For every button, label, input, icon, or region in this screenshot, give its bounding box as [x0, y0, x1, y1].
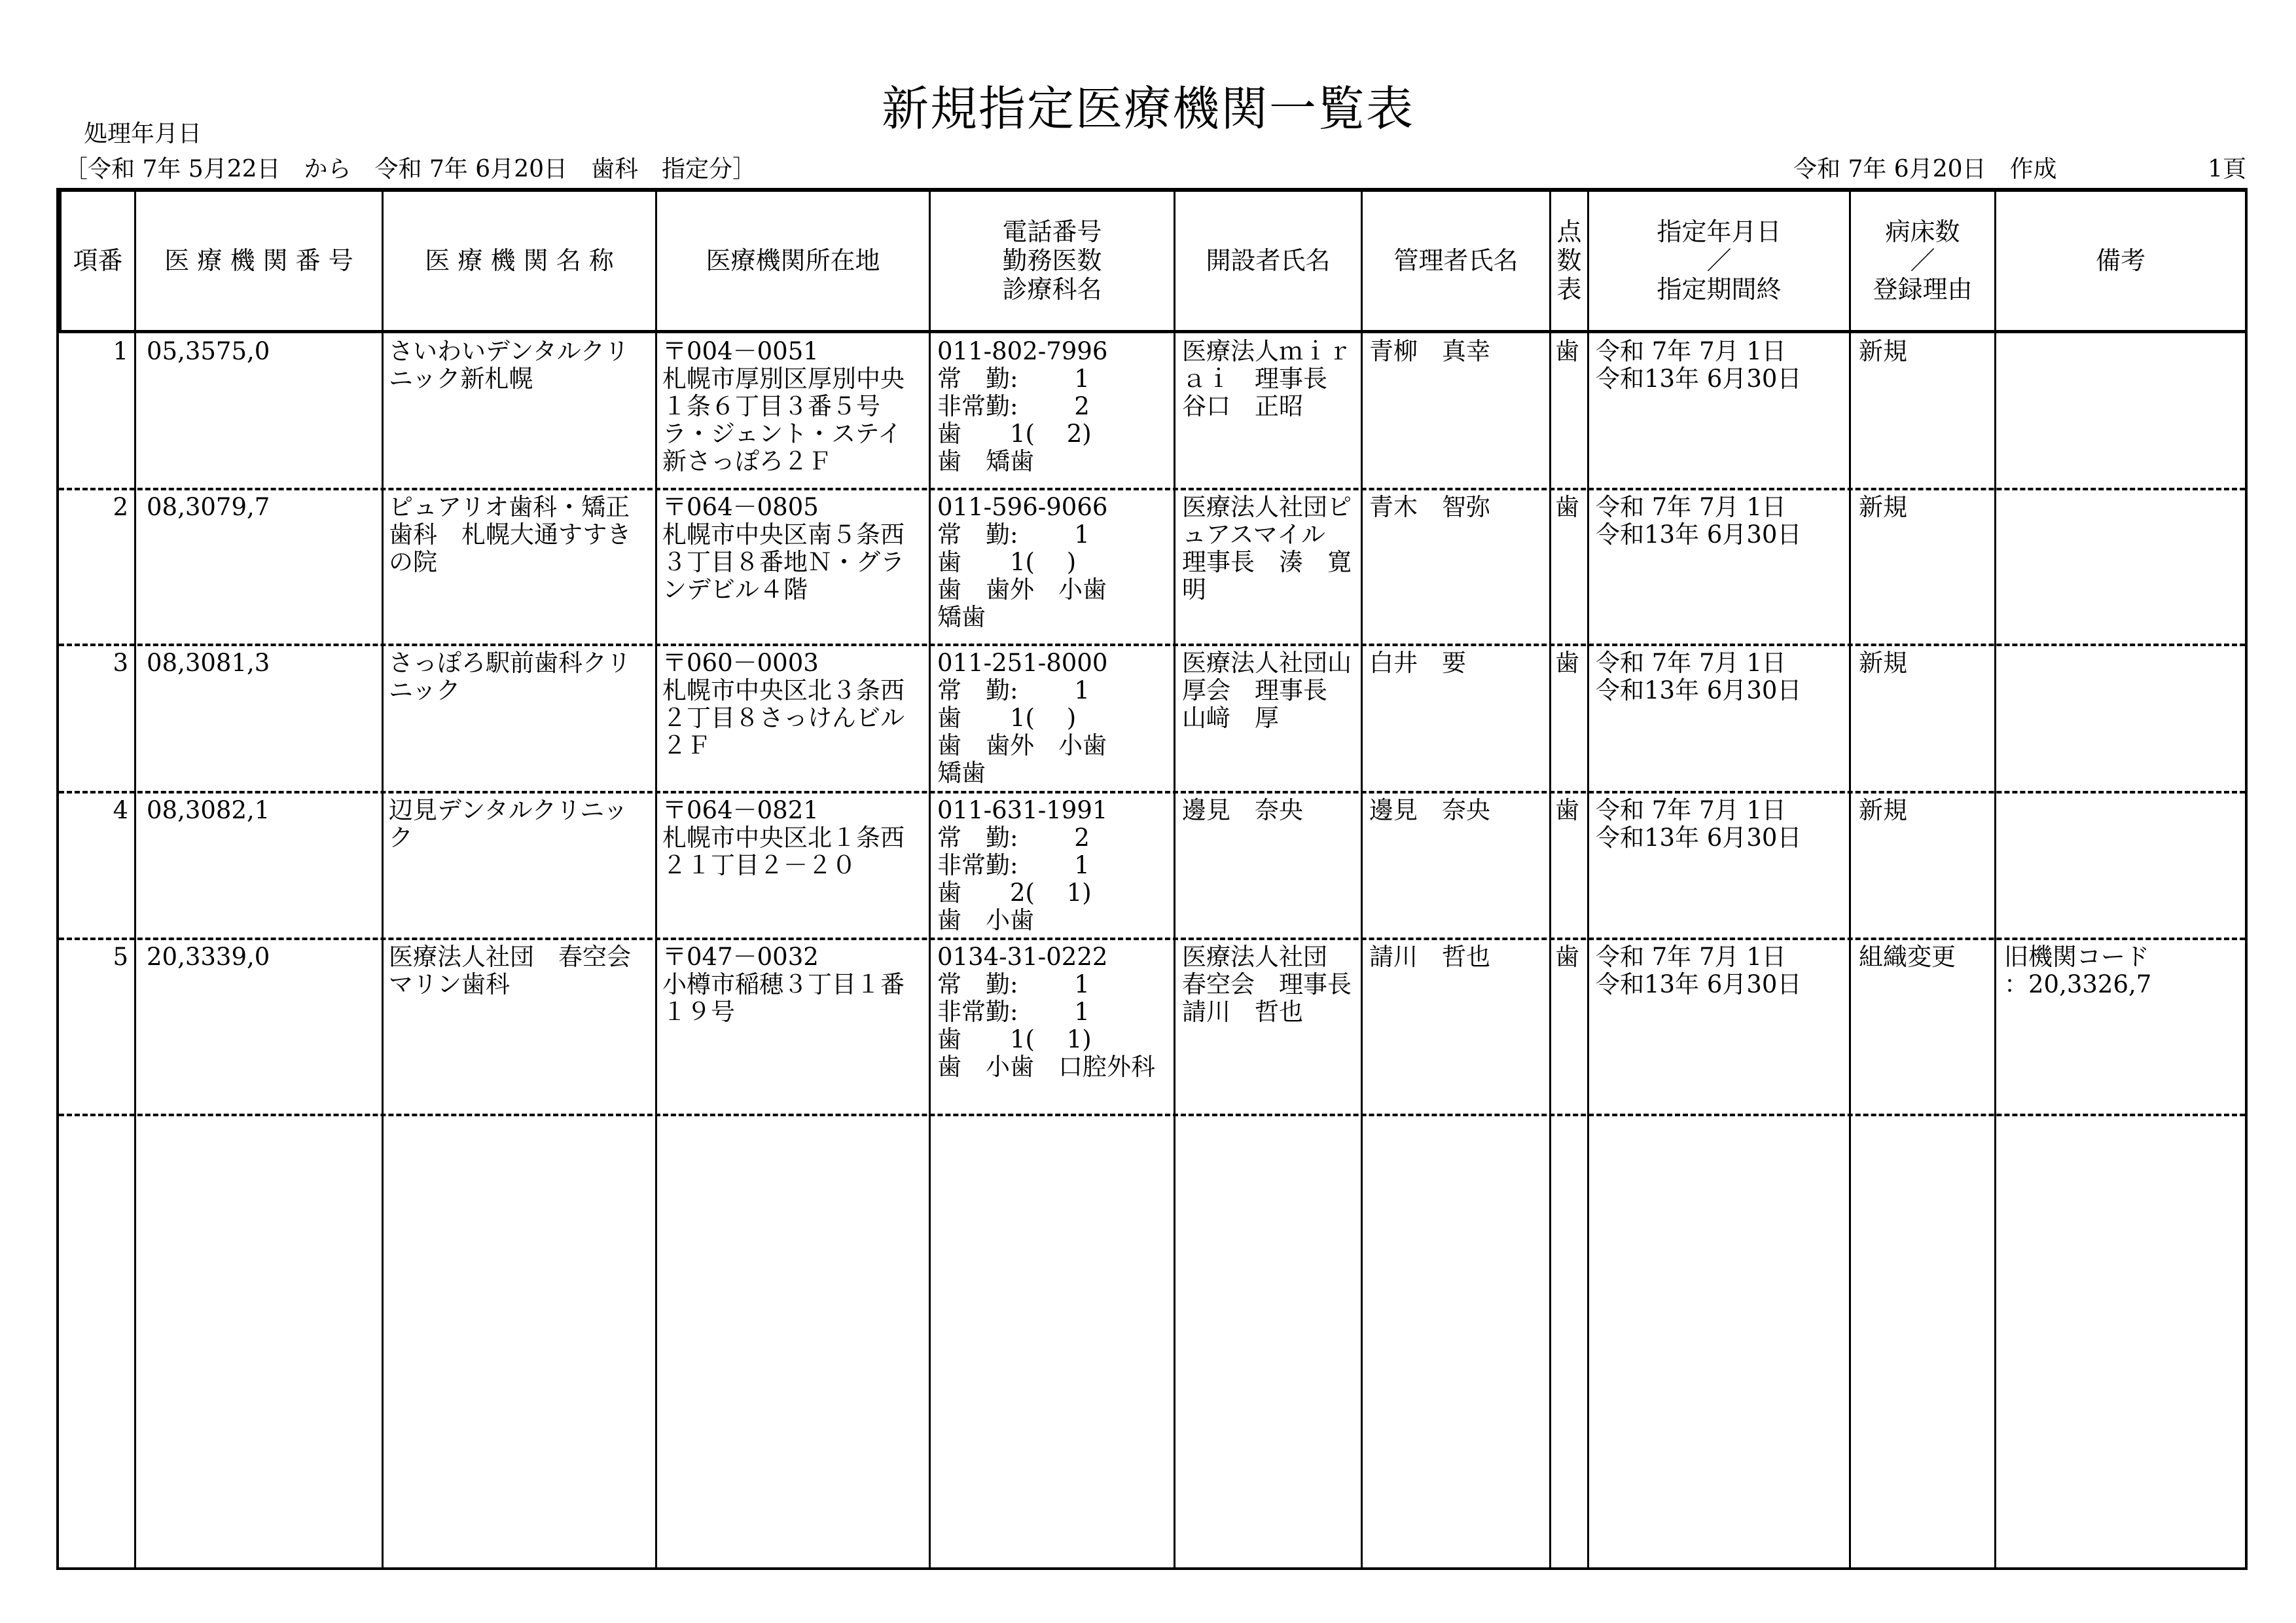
row-4-manager: 邊見 奈央 — [1369, 796, 1490, 824]
row-5-date: 令和 7年 7月 1日 令和13年 6月30日 — [1596, 943, 1802, 998]
header-points-char: 数 — [1556, 246, 1582, 275]
row-divider — [59, 488, 2245, 490]
row-1-phone: 011-802-7996 常 勤: 1 非常勤: 2 歯 1( 2) 歯 矯歯 — [937, 337, 1108, 475]
row-2-phone: 011-596-9066 常 勤: 1 歯 1( ) 歯 歯外 小歯 矯歯 — [937, 493, 1108, 631]
header-code: 医 療 機 関 番 号 — [164, 246, 353, 275]
row-2-manager: 青木 智弥 — [1369, 493, 1490, 521]
row-2-points: 歯 — [1555, 493, 1579, 521]
header-manager: 管理者氏名 — [1393, 246, 1518, 275]
row-1-manager: 青柳 真幸 — [1369, 337, 1490, 365]
column-divider — [655, 188, 657, 1570]
row-5-name: 医療法人社団 春空会 マリン歯科 — [389, 943, 655, 998]
row-3-founder: 医療法人社団山厚会 理事長 山﨑 厚 — [1182, 649, 1352, 732]
header-phone — [931, 191, 1174, 330]
row-1-name: さいわいデンタルクリニック新札幌 — [389, 337, 630, 393]
header-date — [1589, 191, 1849, 330]
row-3-phone: 011-251-8000 常 勤: 1 歯 1( ) 歯 歯外 小歯 矯歯 — [937, 649, 1108, 787]
created-date: 令和 7年 6月20日 作成 — [1793, 156, 2057, 183]
row-2-reason: 新規 — [1859, 493, 1907, 521]
designation-period: ［令和 7年 5月22日 から 令和 7年 6月20日 歯科 指定分］ — [64, 156, 757, 183]
header-founder: 開設者氏名 — [1206, 246, 1331, 275]
header-beds — [1851, 191, 1994, 330]
header-beds-slash: ／ — [1910, 246, 1935, 275]
header-date-slash: ／ — [1706, 246, 1732, 275]
row-1-reason: 新規 — [1859, 337, 1907, 365]
header-points — [1551, 191, 1587, 330]
row-4-phone: 011-631-1991 常 勤: 2 非常勤: 1 歯 2( 1) 歯 小歯 — [937, 796, 1108, 934]
row-divider — [59, 1114, 2245, 1116]
row-5-code: 20,3339,0 — [147, 943, 270, 971]
row-2-date: 令和 7年 7月 1日 令和13年 6月30日 — [1596, 493, 1802, 549]
column-divider — [134, 188, 136, 1570]
row-3-code: 08,3081,3 — [147, 649, 270, 677]
row-4-name: 辺見デンタルクリニック — [389, 796, 628, 852]
row-1-points: 歯 — [1555, 337, 1579, 365]
row-2-no: 2 — [113, 493, 128, 521]
header-beds-line: 登録理由 — [1873, 274, 1973, 304]
row-3-address: 〒060－0003 札幌市中央区北３条西２丁目８さっけんビル２Ｆ — [662, 649, 905, 759]
row-divider — [59, 644, 2245, 646]
row-2-address: 〒064－0805 札幌市中央区南５条西３丁目８番地Ｎ・グランデビル４階 — [662, 493, 905, 604]
row-4-no: 4 — [113, 796, 128, 824]
row-3-points: 歯 — [1555, 649, 1579, 677]
row-1-no: 1 — [113, 337, 128, 365]
row-5-founder: 医療法人社団 春空会 理事長 請川 哲也 — [1182, 943, 1376, 1026]
header-points-char: 点 — [1556, 217, 1582, 246]
header-phone-line: 電話番号 — [1002, 217, 1102, 246]
row-1-founder: 医療法人ｍｉｒａｉ 理事長 谷口 正昭 — [1182, 337, 1352, 420]
header-doctors-line: 勤務医数 — [1002, 246, 1102, 275]
row-3-manager: 白井 要 — [1369, 649, 1466, 677]
row-2-name: ピュアリオ歯科・矯正歯科 札幌大通すすきの院 — [389, 493, 632, 576]
row-4-points: 歯 — [1555, 796, 1579, 824]
header-remarks: 備考 — [2095, 246, 2145, 275]
row-5-points: 歯 — [1555, 943, 1579, 971]
row-5-address: 〒047－0032 小樽市稲穂３丁目１番１９号 — [662, 943, 905, 1026]
row-4-reason: 新規 — [1859, 796, 1907, 824]
column-divider — [1994, 188, 1996, 1570]
row-5-remarks: 旧機関コード ：20,3326,7 — [2004, 943, 2152, 998]
row-3-no: 3 — [113, 649, 128, 677]
column-divider — [1849, 188, 1851, 1570]
row-4-code: 08,3082,1 — [147, 796, 270, 824]
table-header-left-rule — [56, 188, 62, 333]
row-1-date: 令和 7年 7月 1日 令和13年 6月30日 — [1596, 337, 1802, 393]
row-5-phone: 0134-31-0222 常 勤: 1 非常勤: 1 歯 1( 1) 歯 小歯 口腔外科 — [937, 943, 1155, 1081]
row-2-founder: 医療法人社団ピュアスマイル 理事長 湊 寛明 — [1182, 493, 1352, 604]
row-1-address: 〒004－0051 札幌市厚別区厚別中央１条６丁目３番５号ラ・ジェント・ステイ新さっぽろ２Ｆ — [662, 337, 905, 475]
header-date-line: 指定期間終 — [1657, 274, 1782, 304]
row-4-date: 令和 7年 7月 1日 令和13年 6月30日 — [1596, 796, 1802, 852]
processing-date-label: 処理年月日 — [84, 120, 202, 147]
header-item-no: 項番 — [73, 246, 123, 275]
row-3-name: さっぽろ駅前歯科クリニック — [389, 649, 631, 704]
header-address: 医療機関所在地 — [706, 246, 880, 275]
row-3-reason: 新規 — [1859, 649, 1907, 677]
row-4-founder: 邊見 奈央 — [1182, 796, 1303, 824]
header-beds-line: 病床数 — [1885, 217, 1960, 246]
row-4-address: 〒064－0821 札幌市中央区北１条西２１丁目２－２０ — [662, 796, 905, 879]
header-department-line: 診療科名 — [1002, 274, 1102, 304]
column-divider — [1361, 188, 1363, 1570]
column-divider — [1549, 188, 1551, 1570]
row-1-code: 05,3575,0 — [147, 337, 270, 365]
row-5-no: 5 — [113, 943, 128, 971]
document-title: 新規指定医療機関一覧表 — [881, 81, 1414, 136]
column-divider — [929, 188, 931, 1570]
column-divider — [1174, 188, 1175, 1570]
row-5-manager: 請川 哲也 — [1369, 943, 1490, 971]
page-number: 1頁 — [2208, 156, 2246, 183]
row-5-reason: 組織変更 — [1859, 943, 1956, 971]
column-divider — [382, 188, 384, 1570]
row-3-date: 令和 7年 7月 1日 令和13年 6月30日 — [1596, 649, 1802, 704]
table-header-rule — [56, 330, 2248, 333]
column-divider — [1587, 188, 1589, 1570]
header-name: 医 療 機 関 名 称 — [425, 246, 614, 275]
row-2-code: 08,3079,7 — [147, 493, 270, 521]
header-date-line: 指定年月日 — [1657, 217, 1782, 246]
header-points-char: 表 — [1556, 274, 1582, 304]
row-divider — [59, 938, 2245, 940]
row-divider — [59, 791, 2245, 793]
